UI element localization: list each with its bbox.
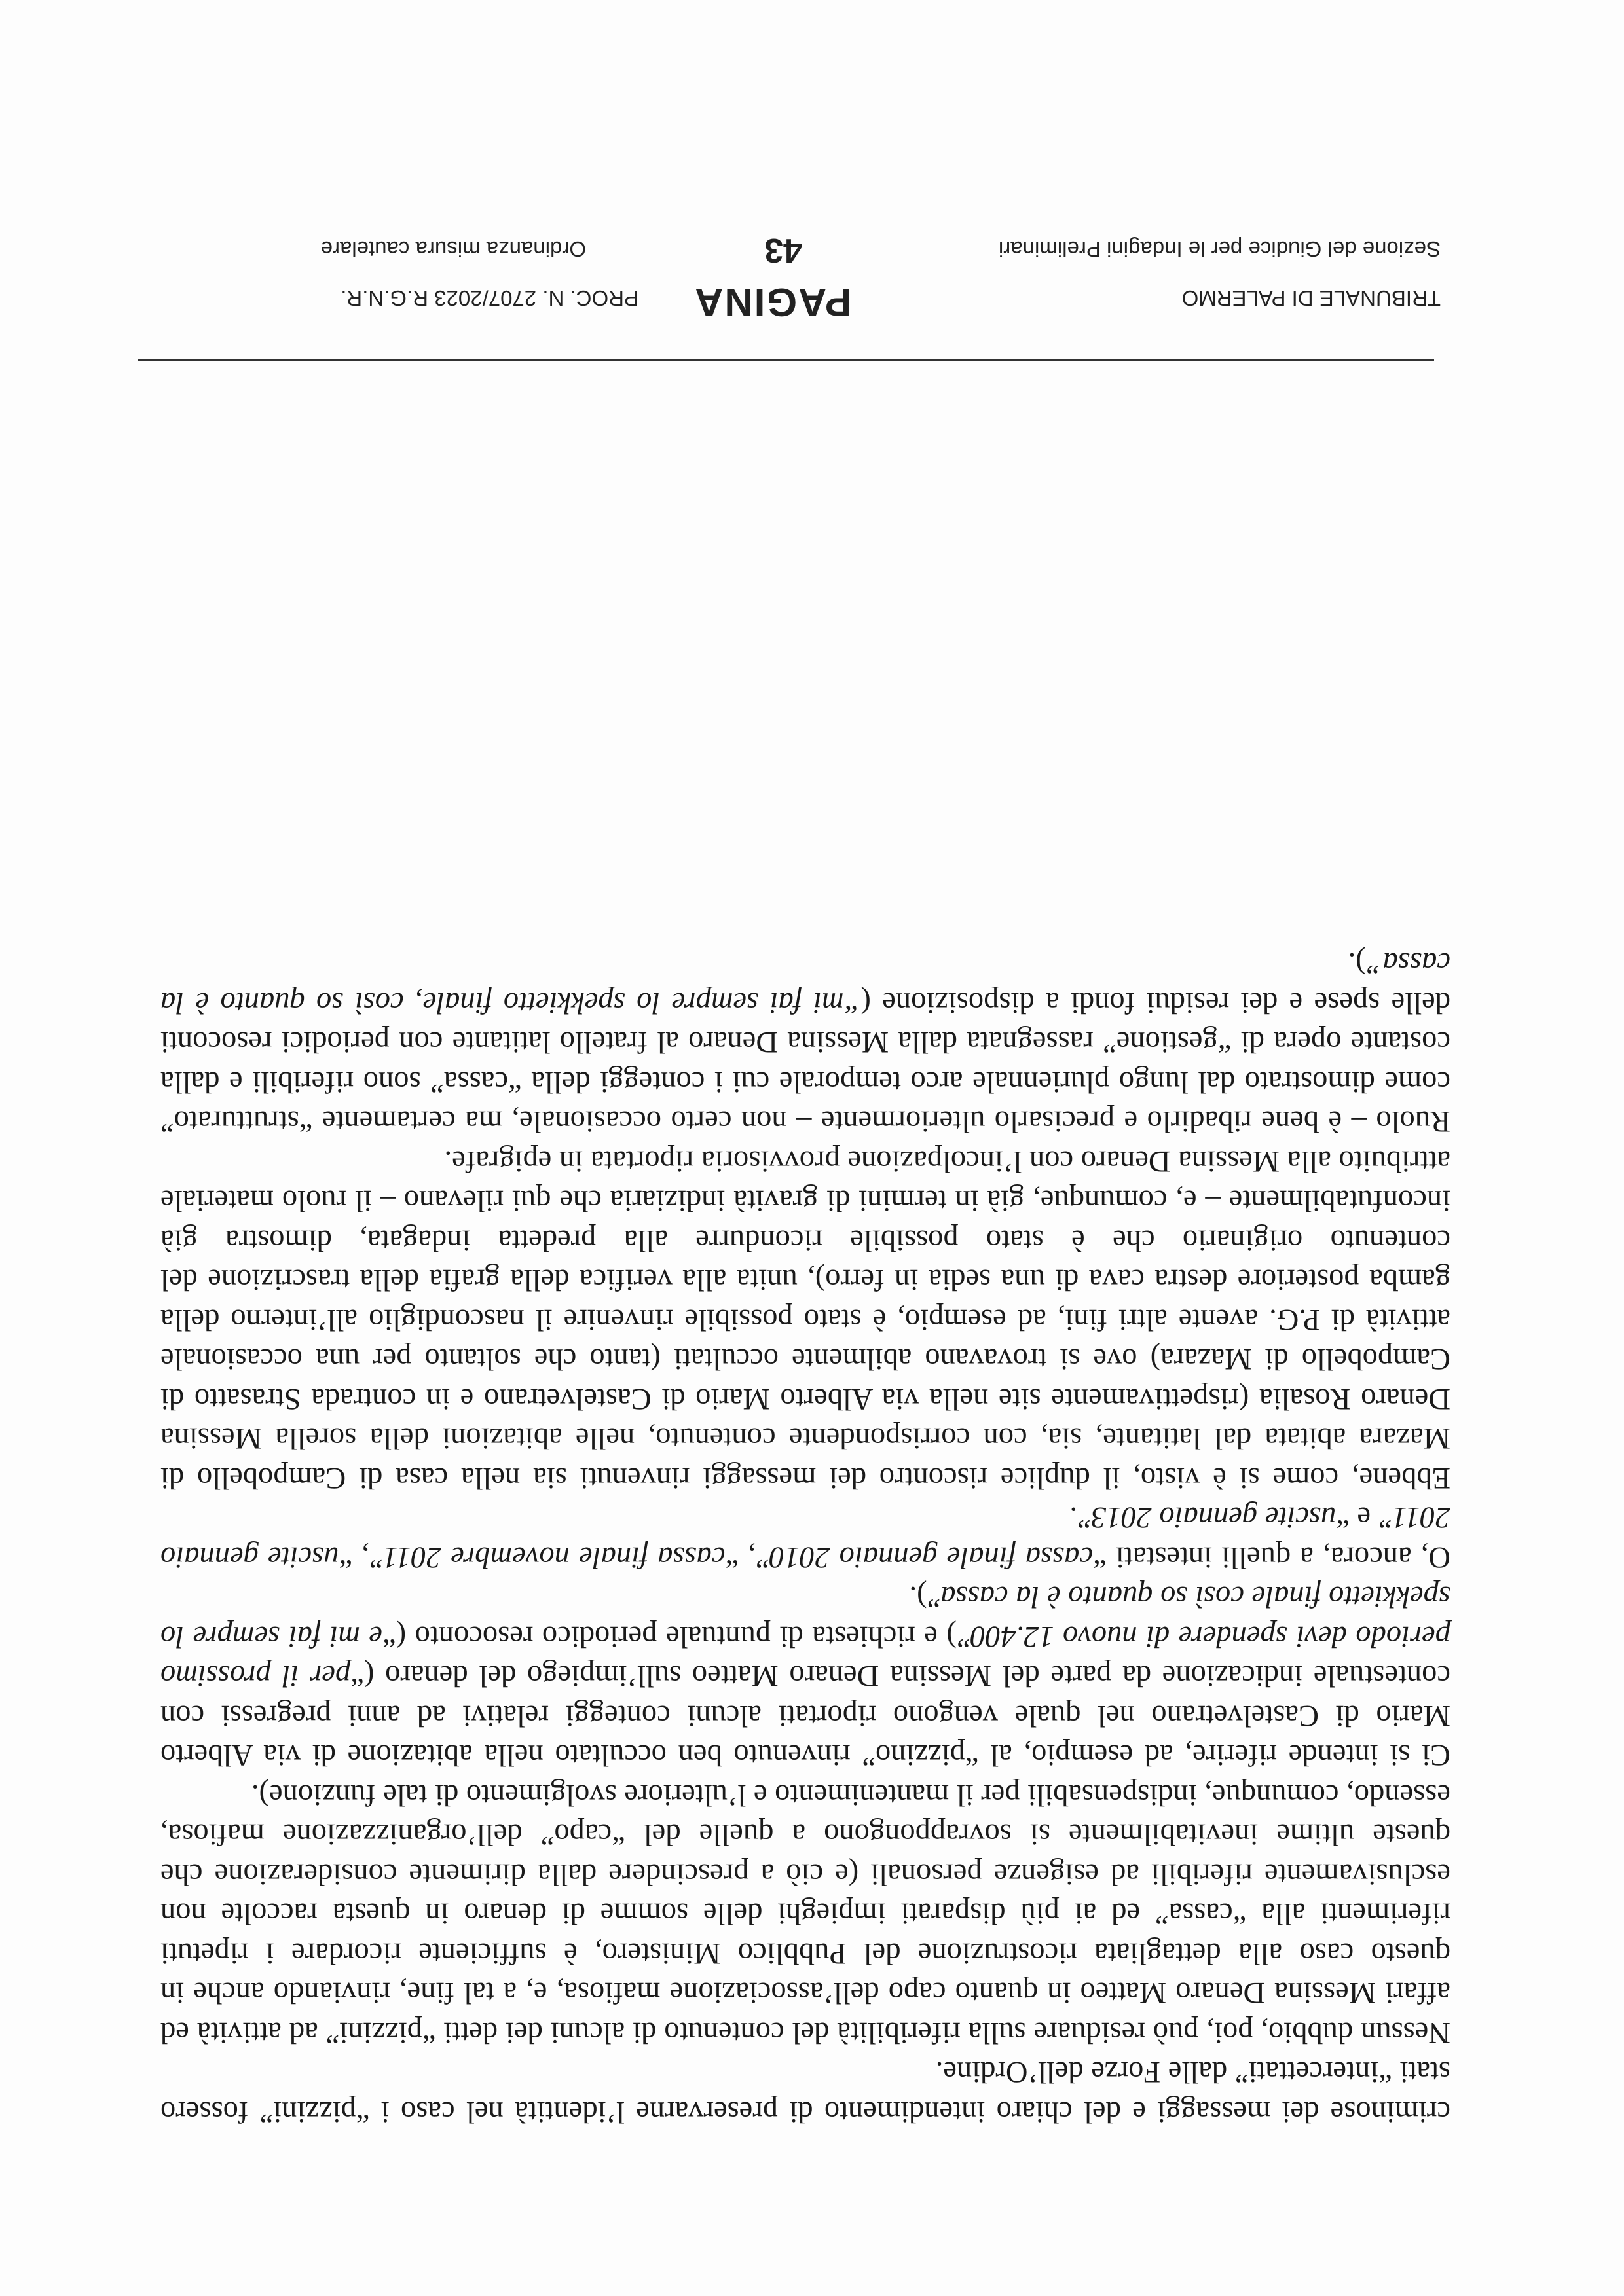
paragraph-nessun-dubbio xyxy=(160,1775,1450,2052)
proc-number: PROC. N. 2707/2023 R.G.N.R. xyxy=(341,286,638,310)
paragraph-o-ancora-part-9: ”. xyxy=(1069,1501,1091,1535)
court-section: Sezione del Giudice per le Indagini Preliminari xyxy=(998,237,1441,261)
paragraph-o-ancora-part-1: O, ancora, a quelli intestati “ xyxy=(1093,1540,1450,1574)
paragraph-ruolo-part-1: Ruolo – è bene ribadirlo e precisarlo ulteriormente – non certo occasionale, ma certamente “strutturato” come dimostrato dal lungo pluriennale arco temporale cui i conteggi della “cassa” sono riferibili e dalla costante opera di “gestione” rassegnata dalla Messina Denaro al fratello latitante con periodici resoconti delle spese e dei residui fondi a disposizione ( xyxy=(160,986,1450,1139)
page-label: PAGINA xyxy=(693,280,851,324)
paragraph-nessun-dubbio-part-1: Nessun dubbio, poi, può residuare sulla riferibilità del contenuto di alcuni dei detti “pizzini” ad attività ed affari Messina Denaro Matteo in quanto capo dell’associazione mafiosa, e, a tal fine, rinviando anche in questo caso alla dettagliata ricostruzione del Pubblico Ministero, è sufficiente ricordare i ripetuti riferimenti alla “cassa” ed ai più disparati impieghi delle somme di denaro in questa raccolte non esclusivamente riferibili ad esigenze personali (e ciò a prescindere dalla dirimente considerazione che queste ultime inevitabilmente si sovrappongono a quelle del “capo” dell’organizzazione mafiosa, essendo, comunque, indispensabili per il mantenimento e l’ulteriore svolgimento di tale funzione). xyxy=(160,1778,1450,2049)
paragraph-ebbene-part-1: Ebbene, come si è visto, il duplice riscontro dei messaggi rinvenuti sia nella casa di Campobello di Mazara abitata dal latitante, sia, con corrispondente contenuto, nelle abitazioni della sorella Messina Denaro Rosalia (rispettivamente site nella via Alberto Mario di Castelvetrano e in contrada Strasatto di Campobello di Mazara) ove si trovavano abilmente occultati (tanto che soltanto per una occasionale attività di P.G. avente altri fini, ad esempio, è stato possibile rinvenire il nascondiglio all’interno della gamba posteriore destra cava di una sedia in ferro), unita alla verifica della grafia della trascrizione del contenuto originario che è stato possibile ricondurre alla predetta indagata, dimostra già inconfutabilmente – e, comunque, già in termini di gravità indiziaria che qui rilevano – il ruolo materiale attribuito alla Messina Denaro con l’incolpazione provvisoria riportata in epigrafe. xyxy=(160,1144,1450,1495)
paragraph-ci-si-intende xyxy=(160,1576,1450,1775)
paragraph-ruolo-part-2: “mi fai sempre lo spekkietto finale, così so quanto è la cassa” xyxy=(160,946,1450,1019)
page-number: 43 xyxy=(764,231,802,269)
paragraph-o-ancora-part-7: ” e “ xyxy=(1336,1501,1392,1535)
paragraph-o-ancora-part-2: cassa finale gennaio 2010 xyxy=(769,1540,1094,1574)
paragraph-ruolo xyxy=(160,943,1450,1141)
paragraph-criminose-part-1: criminose dei messaggi e del chiaro intendimento di preservarne l’identità nel caso i “pizzini” fossero stati “intercettati” dalle Forze dell’Ordine. xyxy=(160,2055,1450,2128)
paragraph-o-ancora-part-3: ”, “ xyxy=(725,1540,769,1574)
paragraph-ci-si-intende-part-3: ”) e richiesta di puntuale periodico resoconto (“ xyxy=(382,1620,970,1653)
paragraph-o-ancora-part-6: uscite gennaio 2011 xyxy=(160,1501,1450,1574)
paragraph-o-ancora-part-8: uscite gennaio 2013 xyxy=(1090,1501,1337,1535)
paragraph-o-ancora-part-4: cassa finale novembre 2011 xyxy=(382,1540,726,1574)
page-header xyxy=(138,230,1447,361)
header-rule xyxy=(138,359,1434,361)
paragraph-ci-si-intende-part-5: ”). xyxy=(909,1580,941,1614)
paragraph-criminose xyxy=(160,2052,1450,2131)
paragraph-ci-si-intende-part-4: e mi fai sempre lo spekkietto finale così so quanto è la cassa xyxy=(160,1580,1450,1653)
paragraph-ebbene xyxy=(160,1141,1450,1498)
document-type: Ordinanza misura cautelare xyxy=(320,237,586,261)
court-name: TRIBUNALE DI PALERMO xyxy=(1181,286,1441,310)
paragraph-ruolo-part-3: ). xyxy=(1348,946,1366,980)
paragraph-ci-si-intende-part-2: per il prossimo periodo devi spendere di nuovo 12.400 xyxy=(160,1620,1450,1693)
paragraph-ci-si-intende-part-1: Ci si intende riferire, ad esempio, al “pizzino” rinvenuto ben occultato nella abitazione di via Alberto Mario di Castelvetrano nel quale vengono riportati alcuni conteggi relativi ad anni pregressi con contestuale indicazione da parte del Messina Denaro Matteo sull’impiego del denaro (“ xyxy=(160,1659,1450,1772)
paragraph-o-ancora xyxy=(160,1497,1450,1576)
paragraph-o-ancora-part-5: ”, “ xyxy=(339,1540,383,1574)
body-text xyxy=(160,943,1450,2131)
